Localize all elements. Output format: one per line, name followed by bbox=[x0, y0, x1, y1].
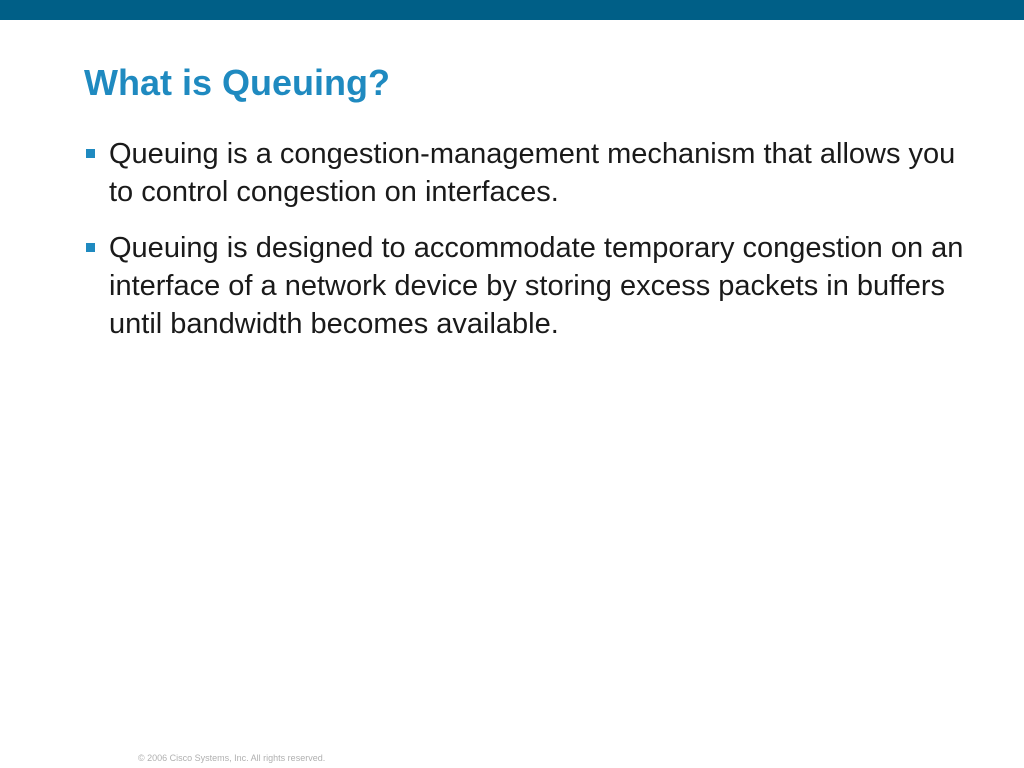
bullet-item bbox=[84, 135, 964, 211]
top-banner-bar bbox=[0, 0, 1024, 20]
bullet-list bbox=[84, 135, 964, 361]
copyright-footer: © 2006 Cisco Systems, Inc. All rights reserved. bbox=[138, 753, 326, 763]
bullet-item bbox=[84, 229, 964, 343]
bullet-text: Queuing is a congestion-management mechanism that allows you to control congestion on interfaces. bbox=[109, 138, 956, 208]
slide-title: What is Queuing? bbox=[84, 62, 390, 103]
square-bullet-icon bbox=[86, 243, 95, 252]
square-bullet-icon bbox=[86, 149, 95, 158]
bullet-text: Queuing is designed to accommodate temporary congestion on an interface of a network device by storing excess packets in buffers until bandwidth becomes available. bbox=[109, 232, 964, 340]
